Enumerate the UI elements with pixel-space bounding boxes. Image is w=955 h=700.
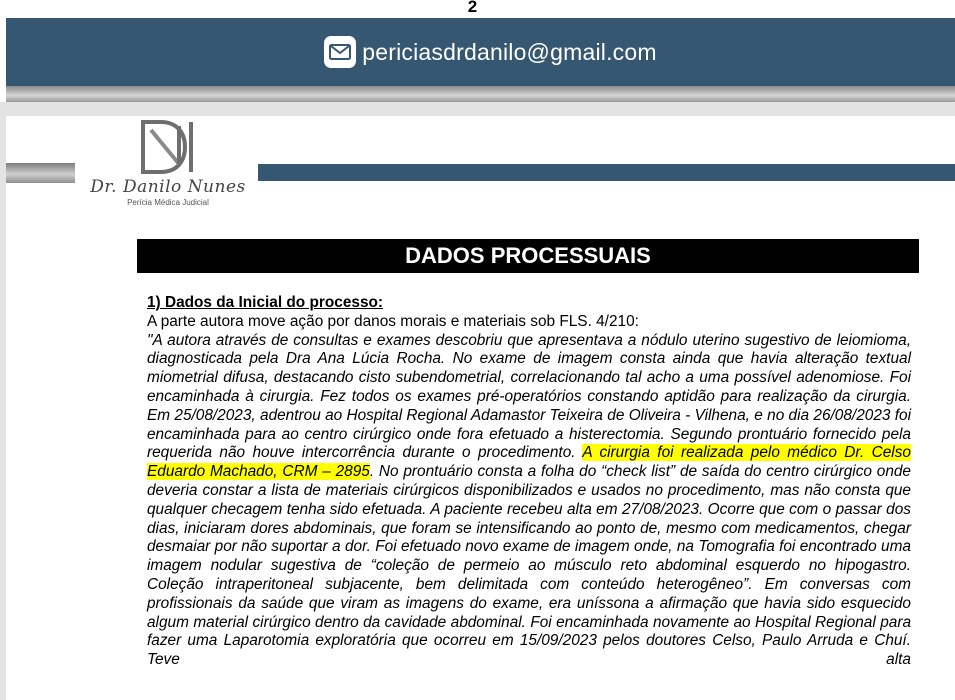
- intro-paragraph: A parte autora move ação por danos morais e materiais sob FLS. 4/210:: [147, 312, 639, 330]
- logo-subtitle: Perícia Médica Judicial: [127, 198, 209, 207]
- banner-shadow: [6, 86, 955, 102]
- document-body: [147, 294, 911, 670]
- mail-icon: [324, 36, 356, 68]
- logo-name: Dr. Danilo Nunes: [90, 177, 246, 197]
- page-edge: [0, 116, 6, 700]
- decorative-bar-left: [6, 163, 75, 183]
- page-number: 2: [467, 0, 478, 16]
- email-banner: [6, 18, 955, 86]
- page-gap: [0, 102, 955, 116]
- quoted-paragraph: [147, 332, 911, 670]
- subheading: 1) Dados da Inicial do processo:: [147, 294, 384, 311]
- decorative-bar-right: [258, 164, 955, 181]
- quote-text-after: . No prontuário consta a folha do “check list” de saída do centro cirúrgico onde deveria constar a lista de materiais cirúrgicos disponibilizados e usados no procedimento, mas não consta que qualquer checagem tenha sido efetuada. A paciente recebeu alta em 27/08/2023. Ocorre que com o passar dos dias, iniciaram dores abdominais, que foram se intensificando ao ponto de, mesmo com medicamentos, chegar desmaiar por não suportar a dor. Foi efetuado novo exame de imagem onde, na Tomografia foi encontrado uma imagem nodular sugestiva de “coleção de permeio ao músculo reto abdominal esquerdo no hipogastro. Coleção intraperitoneal subjacente, bem delimitada com conteúdo heterogêneo”. Em conversas com profissionais da saúde que viram as imagens do exame, era uníssona a afirmação que havia sido esquecido algum material cirúrgico dentro da cavidade abdominal. Foi encaminhada novamente ao Hospital Regional para fazer uma Laparotomia exploratória que ocorreu em 15/09/2023 pelos doutores Celso, Paulo Arruda e Chuí. Teve alta: [147, 463, 911, 669]
- logo-monogram-icon: [139, 120, 197, 174]
- email-banner-content: [6, 18, 955, 86]
- email-address: periciasdrdanilo@gmail.com: [362, 38, 657, 65]
- highlighted-text: A cirurgia foi realizada pelo médico Dr. Celso Eduardo Machado, CRM – 2895: [147, 444, 911, 481]
- section-title: DADOS PROCESSUAIS: [137, 239, 919, 273]
- quote-text-before: "A autora através de consultas e exames descobriu que apresentava a nódulo uterino sugestivo de leiomioma, diagnosticada pela Dra Ana Lúcia Rocha. No exame de imagem consta ainda que havia alteração textual miometrial difusa, destacando cisto subendometrial, correlacionando tal acho a uma possível adenomiose. Foi encaminhada à cirurgia. Fez todos os exames pré-operatórios constando aptidão para realização da cirurgia. Em 25/08/2023, adentrou ao Hospital Regional Adamastor Teixeira de Oliveira - Vilhena, e no dia 26/08/2023 foi encaminhada para ao centro cirúrgico onde fora efetuado a histerectomia. Segundo prontuário fornecido pela requerida não houve intercorrência durante o procedimento.: [147, 331, 911, 462]
- logo: [88, 120, 248, 228]
